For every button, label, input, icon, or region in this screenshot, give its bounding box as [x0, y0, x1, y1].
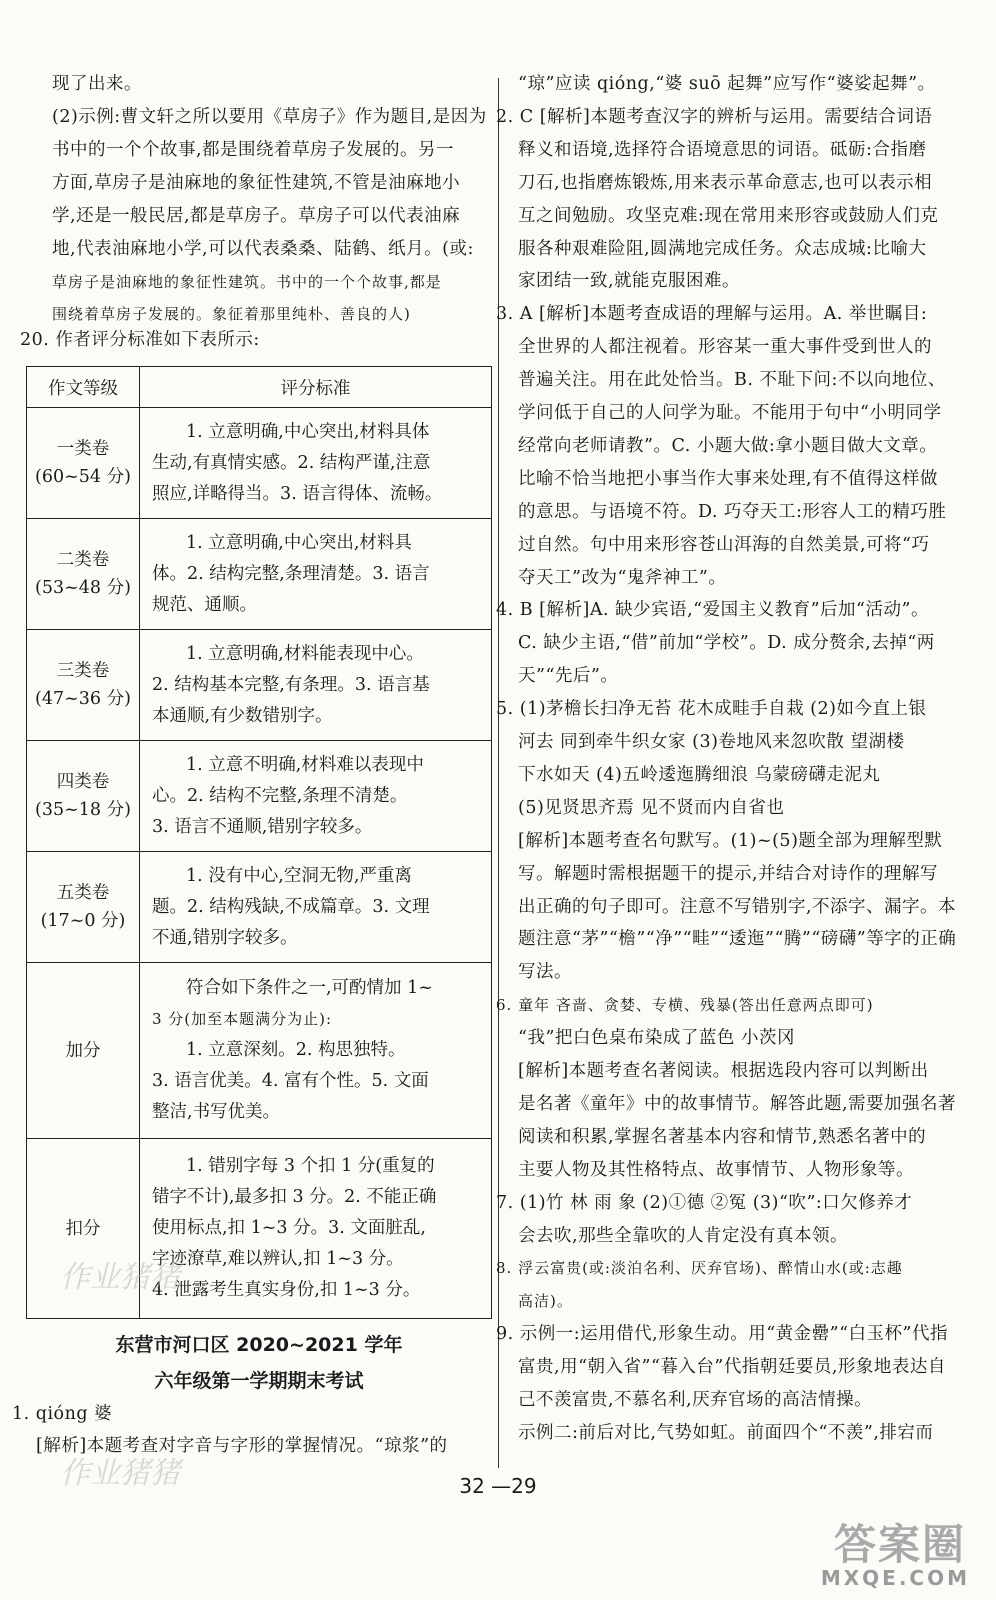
table-row	[27, 852, 492, 963]
right-line-15: 夺天工”改为“鬼斧神工”。	[518, 567, 727, 588]
left-line-6: 草房子是油麻地的象征性建筑。书中的一个个故事,都是	[52, 273, 442, 291]
standard-line: 1. 立意深刻。2. 构思独特。	[186, 1040, 406, 1060]
standard-cell	[140, 963, 492, 1139]
standard-cell	[140, 852, 492, 963]
right-line-5: 服各种艰难险阻,圆满地完成任务。众志成城:比喻大	[518, 238, 927, 259]
level-range: (60~54 分)	[35, 467, 131, 487]
right-line-3: 刀石,也指磨炼锻炼,用来表示革命意志,也可以表示相	[518, 172, 933, 193]
standard-line: 错字不计),最多扣 3 分。2. 不能正确	[152, 1187, 437, 1207]
right-line-11: 经常向老师请教”。C. 小题大做:拿小题目做大文章。	[518, 435, 938, 456]
standard-cell	[140, 519, 492, 630]
left-line-7: 围绕着草房子发展的。象征着那里纯朴、善良的人)	[52, 305, 411, 323]
standard-line: 体。2. 结构完整,条理清楚。3. 语言	[152, 563, 430, 584]
right-line-39: 富贵,用“朝入省”“暮入台”代指朝廷要员,形象地表达自	[518, 1357, 946, 1378]
standard-line: 3. 语言不通顺,错别字较多。	[152, 816, 373, 837]
right-line-34: 7. (1)竹 林 雨 象 (2)①德 ②冤 (3)“吹”:口欠修养才	[496, 1192, 913, 1213]
table-row	[27, 408, 492, 519]
right-line-0: “琼”应读 qióng,“婆 suō 起舞”应写作“婆娑起舞”。	[518, 74, 936, 94]
right-line-24: 写。解题时需根据题干的提示,并结合对诗作的理解写	[518, 863, 939, 884]
standard-line: 3 分(加至本题满分为止):	[152, 1010, 333, 1028]
right-line-22: (5)见贤思齐焉 见不贤而内自省也	[518, 797, 785, 818]
right-line-37: 高洁)。	[518, 1292, 573, 1311]
level-range: (47~36 分)	[35, 689, 131, 709]
right-line-23: [解析]本题考查名句默写。(1)~(5)题全部为理解型默	[518, 830, 943, 851]
standard-line: 1. 错别字每 3 个扣 1 分(重复的	[186, 1156, 435, 1176]
level-name: 三类卷	[56, 661, 110, 681]
right-line-40: 己不羡富贵,不慕名利,厌弃官场的高洁情操。	[518, 1390, 873, 1410]
left-line-3: 方面,草房子是油麻地的象征性建筑,不管是油麻地小	[52, 173, 461, 193]
right-line-21: 下水如天 (4)五岭逶迤腾细浪 乌蒙磅礴走泥丸	[518, 764, 881, 785]
standard-line: 1. 立意不明确,材料难以表现中	[186, 754, 424, 775]
exam-title-line2: 六年级第一学期期末考试	[154, 1370, 364, 1392]
level-name: 二类卷	[56, 550, 110, 570]
level-name: 五类卷	[56, 883, 110, 903]
right-line-31: 是名著《童年》中的故事情节。解答此题,需要加强名著	[518, 1093, 957, 1114]
level-name: 四类卷	[56, 772, 110, 792]
right-line-6: 家团结一致,就能克服困难。	[518, 271, 741, 292]
right-line-4: 互之间勉励。攻坚克难:现在常用来形容或鼓励人们克	[518, 205, 939, 226]
standard-line: 1. 立意明确,中心突出,材料具体	[186, 421, 430, 442]
q1-answer: 1. qióng 婆	[12, 1404, 113, 1424]
right-line-27: 写法。	[518, 962, 572, 983]
watermark: 作业猪猪	[60, 1260, 180, 1295]
right-line-8: 全世界的人都注视着。形容某一重大事件受到世人的	[518, 337, 932, 358]
level-cell	[27, 963, 140, 1139]
table-row	[27, 630, 492, 741]
right-line-41: 示例二:前后对比,气势如虹。前面四个“不羡”,排宕而	[518, 1422, 934, 1443]
level-range: (53~48 分)	[35, 578, 131, 598]
left-line-1: (2)示例:曹文轩之所以要用《草房子》作为题目,是因为	[52, 107, 487, 127]
table-row	[27, 963, 492, 1139]
right-line-2: 释义和语境,选择符合语境意思的词语。砥砺:合指磨	[518, 139, 927, 160]
right-line-36: 8. 浮云富贵(或:淡泊名利、厌弃官场)、醉情山水(或:志趣	[496, 1259, 903, 1278]
grading-table	[26, 366, 492, 1319]
right-line-29: “我”把白色桌布染成了蓝色 小茨冈	[518, 1028, 795, 1049]
standard-line: 4. 泄露考生真实身份,扣 1~3 分。	[152, 1280, 421, 1300]
watermark: 作业猪猪	[60, 1456, 180, 1491]
standard-line: 整洁,书写优美。	[152, 1102, 281, 1122]
q1-analysis: [解析]本题考查对字音与字形的掌握情况。“琼浆”的	[36, 1436, 448, 1456]
standard-line: 字迹潦草,难以辨认,扣 1~3 分。	[152, 1249, 404, 1269]
right-line-9: 普遍关注。用在此处恰当。B. 不耻下问:不以向地位、	[518, 370, 946, 391]
right-line-26: 题注意“茅”“檐”“净”“畦”“逶迤”“腾”“磅礴”等字的正确	[518, 929, 957, 950]
q20-heading: 20. 作者评分标准如下表所示:	[20, 330, 260, 350]
table-row	[27, 741, 492, 852]
right-line-20: 河去 同到牵牛织女家 (3)卷地风来忽吹散 望湖楼	[518, 732, 905, 752]
standard-line: 规范、通顺。	[152, 594, 257, 615]
right-line-14: 过自然。句中用来形容苍山洱海的自然美景,可将“巧	[518, 534, 930, 555]
left-line-0: 现了出来。	[52, 74, 142, 94]
level-cell	[27, 519, 140, 630]
standard-line: 本通顺,有少数错别字。	[152, 705, 333, 726]
right-line-28: 6. 童年 吝啬、贪婪、专横、残暴(答出任意两点即可)	[496, 996, 874, 1015]
left-line-5: 地,代表油麻地小学,可以代表桑桑、陆鹤、纸月。(或:	[52, 239, 474, 259]
right-line-30: [解析]本题考查名著阅读。根据选段内容可以判断出	[518, 1061, 929, 1081]
standard-line: 3. 语言优美。4. 富有个性。5. 文面	[152, 1071, 429, 1091]
standard-line: 心。2. 结构不完整,条理不清楚。	[152, 785, 408, 806]
site-logo: 答案圈	[833, 1520, 966, 1569]
right-line-7: 3. A [解析]本题考查成语的理解与运用。A. 举世瞩目:	[496, 304, 928, 325]
site-logo-url: MXQE.COM	[820, 1566, 970, 1590]
standard-line: 符合如下条件之一,可酌情加 1~	[186, 978, 433, 998]
left-line-2: 书中的一个个故事,都是围绕着草房子发展的。另一	[52, 140, 455, 160]
standard-cell	[140, 741, 492, 852]
standard-line: 使用标点,扣 1~3 分。3. 文面脏乱,	[152, 1218, 426, 1238]
standard-line: 1. 立意明确,材料能表现中心。	[186, 643, 424, 664]
level-name: 扣分	[65, 1218, 101, 1239]
right-line-35: 会去吹,那些全靠吹的人肯定没有真本领。	[518, 1225, 849, 1246]
right-line-13: 的意思。与语境不符。D. 巧夺天工:形容人工的精巧胜	[518, 501, 947, 522]
right-line-38: 9. 示例一:运用借代,形象生动。用“黄金罍”“白玉杯”代指	[496, 1324, 949, 1345]
standard-line: 题。2. 结构残缺,不成篇章。3. 文理	[152, 896, 430, 917]
standard-line: 2. 结构基本完整,有条理。3. 语言基	[152, 674, 430, 695]
level-cell	[27, 408, 140, 519]
right-line-17: C. 缺少主语,“借”前加“学校”。D. 成分赘余,去掉“两	[518, 633, 935, 654]
header-level: 作文等级	[27, 367, 140, 408]
standard-line: 1. 立意明确,中心突出,材料具	[186, 532, 412, 553]
standard-line: 照应,详略得当。3. 语言得体、流畅。	[152, 483, 443, 504]
level-name: 一类卷	[56, 439, 110, 459]
standard-line: 生动,有真情实感。2. 结构严谨,注意	[152, 452, 431, 473]
right-line-18: 天”“先后”。	[518, 666, 619, 687]
table-header-row	[27, 367, 492, 408]
exam-title-line1: 东营市河口区 2020~2021 学年	[115, 1334, 403, 1356]
level-name: 加分	[65, 1040, 101, 1061]
standard-cell	[140, 408, 492, 519]
right-line-32: 阅读和积累,掌握名著基本内容和情节,熟悉名著中的	[518, 1126, 927, 1147]
table-row	[27, 519, 492, 630]
standard-cell	[140, 630, 492, 741]
right-line-10: 学问低于自己的人问学为耻。不能用于句中“小明同学	[518, 403, 942, 423]
standard-line: 1. 没有中心,空洞无物,严重离	[186, 865, 412, 886]
level-cell	[27, 741, 140, 852]
level-cell	[27, 852, 140, 963]
right-line-1: 2. C [解析]本题考查汉字的辨析与运用。需要结合词语	[496, 106, 933, 127]
level-range: (35~18 分)	[35, 800, 131, 820]
level-cell	[27, 630, 140, 741]
right-line-16: 4. B [解析]A. 缺少宾语,“爱国主义教育”后加“活动”。	[496, 600, 929, 621]
right-line-19: 5. (1)茅檐长扫净无苔 花木成畦手自栽 (2)如今直上银	[496, 699, 927, 720]
header-standard: 评分标准	[140, 367, 492, 408]
standard-line: 不通,错别字较多。	[152, 927, 298, 948]
right-line-25: 出正确的句子即可。注意不写错别字,不添字、漏字。本	[518, 896, 957, 917]
page-number: 32 —29	[459, 1474, 537, 1498]
left-line-4: 学,还是一般民居,都是草房子。草房子可以代表油麻	[52, 206, 461, 226]
standard-cell	[140, 1139, 492, 1319]
right-line-12: 比喻不恰当地把小事当作大事来处理,有不值得这样做	[518, 468, 939, 489]
right-line-33: 主要人物及其性格特点、故事情节、人物形象等。	[518, 1159, 914, 1180]
level-range: (17~0 分)	[40, 911, 126, 931]
